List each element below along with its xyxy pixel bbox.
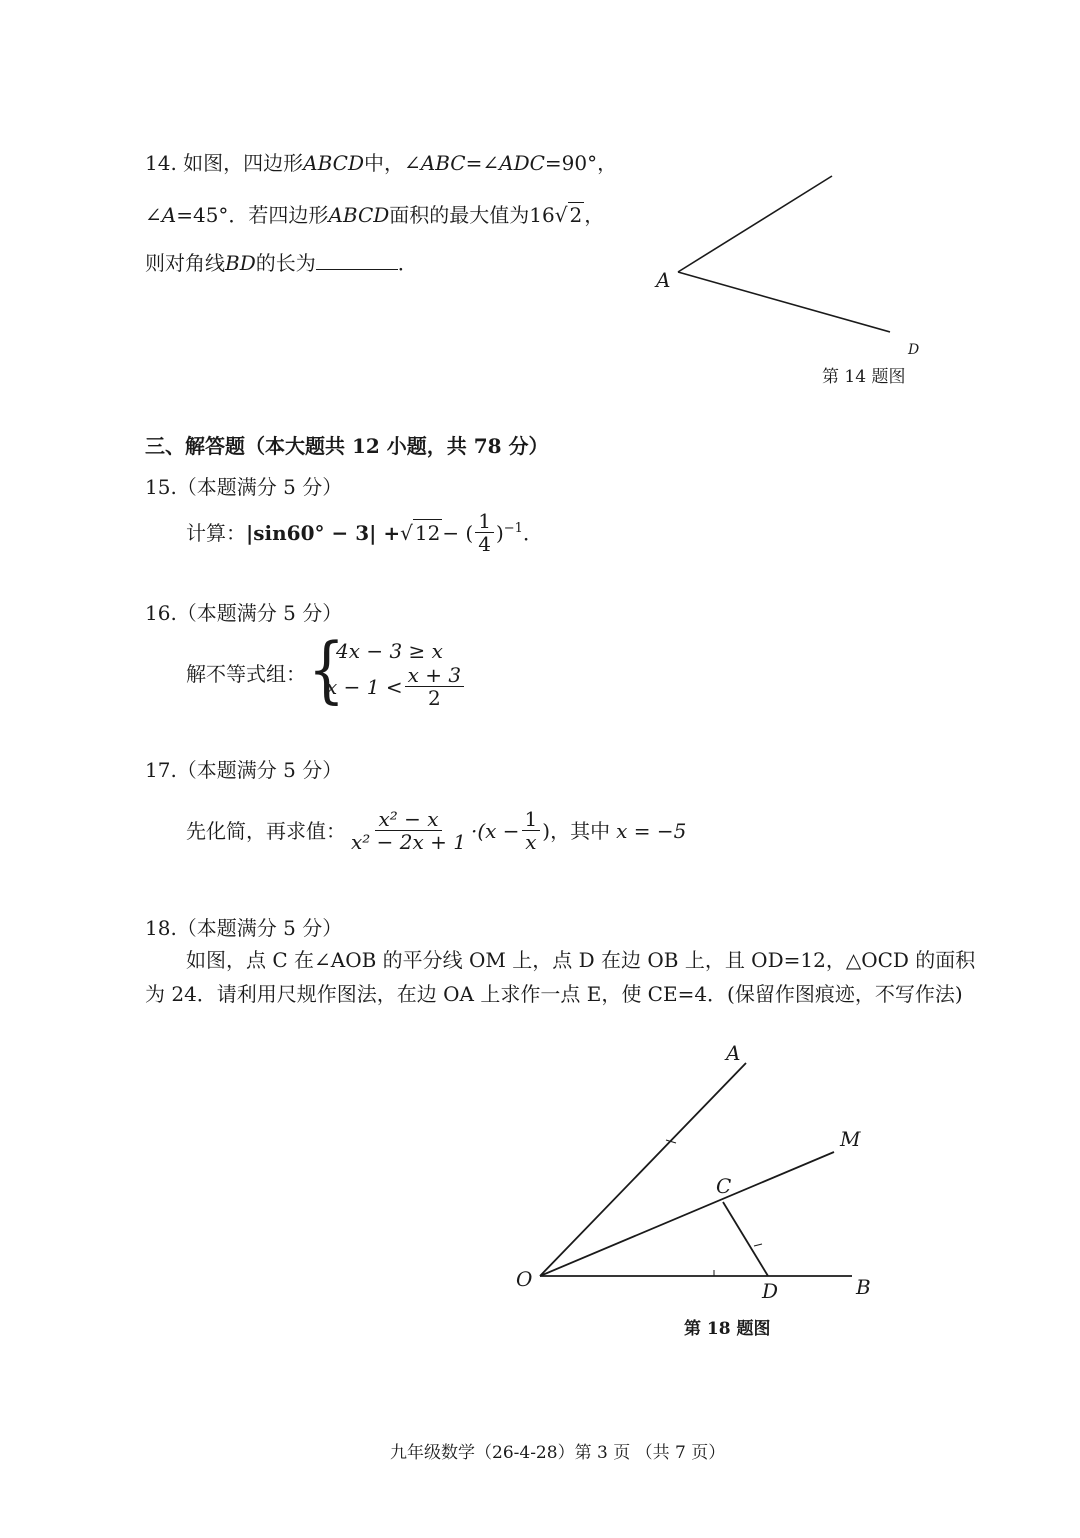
q18-caption: 第 18 题图 [684,1319,771,1339]
segment-cd [723,1202,768,1276]
q14-label-d: D [908,342,920,358]
q16-lead: 解不等式组： [186,662,306,686]
q14-line-2 [145,202,604,228]
q14-number: 14. [145,151,177,175]
q14-line-1 [145,150,617,176]
q14-ray-lower [678,272,890,332]
q14-text: =45°．若四边形 [176,203,329,227]
label-m: M [840,1127,861,1151]
q14-bd: BD [225,251,256,275]
q15-text: − ( [442,520,474,545]
q18-figure [500,1030,920,1310]
q17-lead: 先化简，再求值： [186,818,346,843]
q15-denominator: 4 [478,532,491,556]
q14-text: =90°， [544,151,618,175]
q15-radicand: 12 [414,521,441,545]
q15-exponent: −1 [503,521,523,536]
q14-text: 如图，四边形 [183,151,304,175]
q17-fraction-2 [522,808,541,853]
q14-abc: ABC [420,151,466,175]
q17-condition: x = −5 [616,818,687,843]
q18-text-line-1: 如图，点 C 在∠AOB 的平分线 OM 上，点 D 在边 OB 上，且 OD=12，△OCD 的面积 [186,948,976,972]
answer-blank[interactable] [316,251,398,270]
label-c: C [716,1174,732,1198]
sqrt-symbol: √ [400,520,413,545]
q14-label-a: A [656,268,671,292]
q17-numerator-1: x² − x [375,808,441,831]
label-b: B [856,1275,871,1299]
q14-text: =∠ [465,151,500,175]
q14-figure [640,160,940,360]
section-heading: 三、解答题（本大题共 12 小题，共 78 分） [145,434,549,458]
label-o: O [516,1267,533,1291]
q18-text-line-2: 为 24．请利用尺规作图法，在边 OA 上求作一点 E，使 CE=4．(保留作图痕迹，不写作法) [145,982,963,1006]
label-d: D [762,1279,779,1303]
brace-icon: { [308,626,345,712]
q16-numerator: x + 3 [405,664,464,687]
q15-title: 15.（本题满分 5 分） [145,475,343,499]
q14-text: 中，∠ [364,151,421,175]
q14-text: ∠ [145,203,162,227]
page-footer: 九年级数学（26-4-28）第 3 页 （共 7 页） [390,1443,726,1463]
q15-fraction [475,510,494,555]
q14-text: ， [584,203,605,227]
ray-om [540,1152,834,1276]
q15-expression [186,510,543,555]
q14-adc: ADC [499,151,545,175]
q16-text: x − 1 < [326,674,403,699]
q17-fraction-1 [348,808,469,853]
q14-text: 面积的最大值为 [389,203,530,227]
q16-inequality-2 [326,664,466,709]
q14-text: 的长为 [255,251,316,275]
q15-lead: 计算： [186,520,246,545]
q14-coefficient: 16 [529,203,555,227]
q15-text: ． [522,520,543,545]
q18-title: 18.（本题满分 5 分） [145,916,343,940]
q14-radicand: 2 [569,203,583,227]
q17-denominator-2: x [525,830,537,854]
q14-abcd: ABCD [328,203,390,227]
q17-title: 17.（本题满分 5 分） [145,758,343,782]
q15-term-abs: |sin60° − 3| + [246,520,401,545]
q14-caption: 第 14 题图 [822,367,906,387]
q16-fraction [405,664,464,709]
q14-text: ． [397,251,418,275]
q14-text: 则对角线 [145,251,225,275]
sqrt-symbol: √ [554,203,568,227]
q14-ray-upper [678,176,832,272]
q17-text: )，其中 [542,818,611,843]
q17-denominator-1: x² − 2x + 1 [351,830,466,854]
ray-oa [540,1063,746,1276]
q16-title: 16.（本题满分 5 分） [145,601,343,625]
q14-abcd: ABCD [303,151,365,175]
q15-text: ) [495,520,504,545]
q15-numerator: 1 [475,510,494,533]
q17-expression [186,808,686,853]
tick-mark [754,1244,762,1246]
q14-line-3 [145,250,418,276]
q16-denominator: 2 [427,686,441,710]
q14-angle-a: A [161,203,177,227]
label-a: A [726,1041,741,1065]
q17-numerator-2: 1 [522,808,541,831]
q16-inequality-1: 4x − 3 ≥ x [336,639,443,663]
q17-text: ·(x − [470,818,520,843]
